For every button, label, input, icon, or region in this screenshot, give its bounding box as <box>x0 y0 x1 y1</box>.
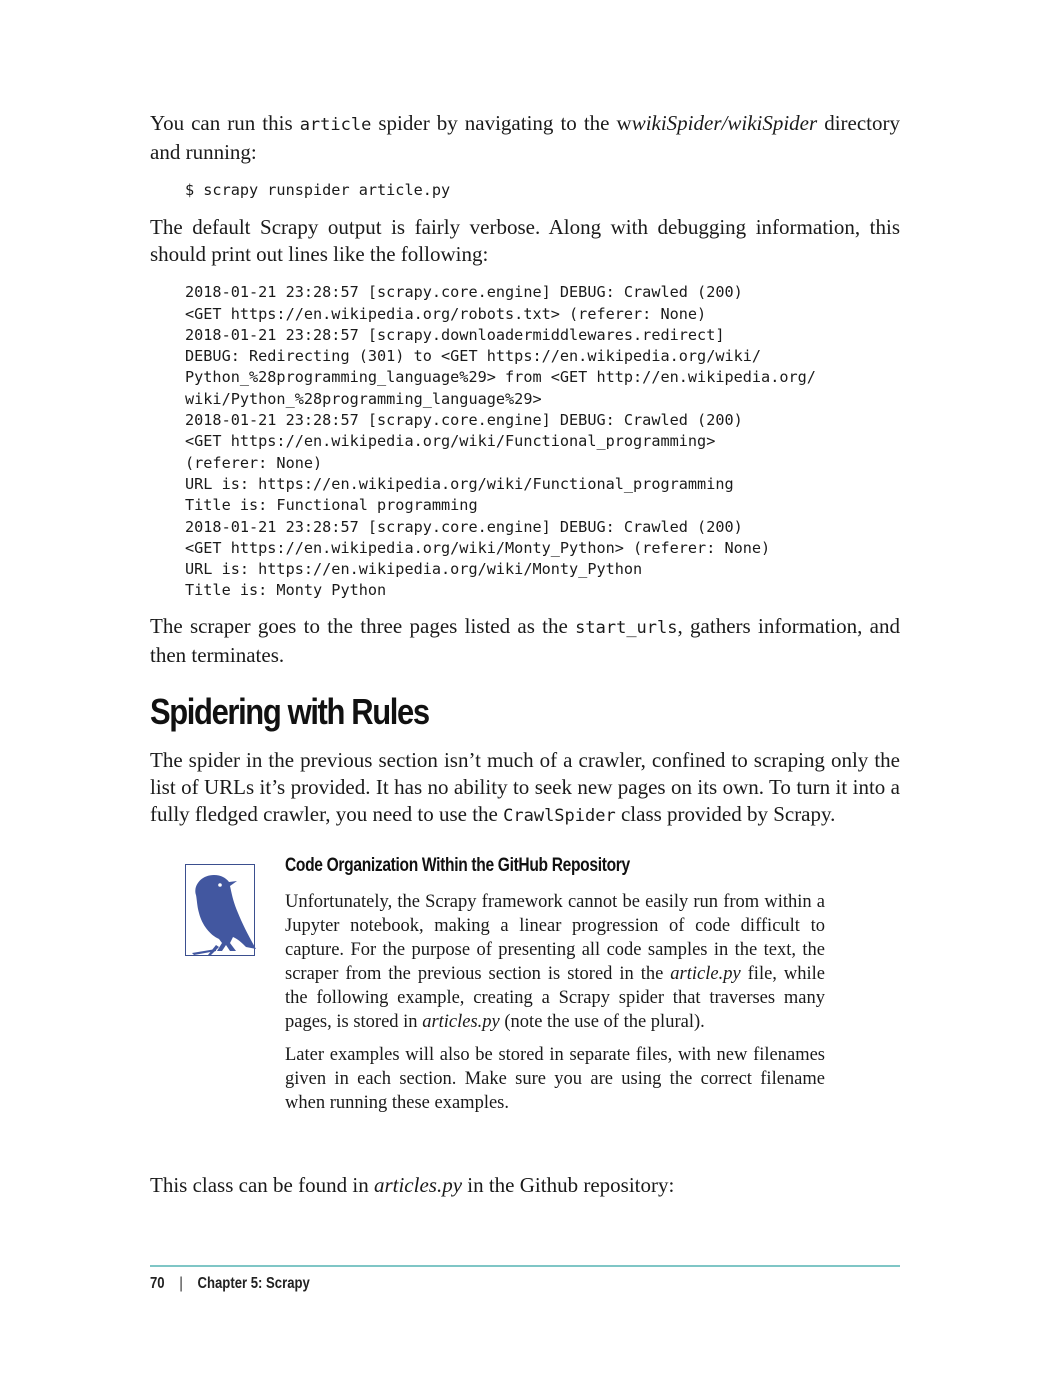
intro-text-end: directory and running: <box>150 111 901 164</box>
note-body <box>285 852 825 1124</box>
note-box <box>185 852 900 1152</box>
page-content <box>150 110 900 1199</box>
path-prefix: w <box>616 111 632 135</box>
final-text-start: This class can be found in <box>150 1172 374 1197</box>
rules-text-end: class provided by Scrapy. <box>615 801 836 826</box>
note-paragraph-1 <box>285 890 825 1034</box>
note-p1-start: Unfortunately, the Scrapy framework cannot be easily run from within a Jupyter notebook, making a linear progression of code difficult to capture. For the purpose of presenting all code samples in the text, the scraper from the previous section is stored in the <box>285 891 825 984</box>
verbose-paragraph: The default Scrapy output is fairly verbose. Along with debugging information, this should print out lines like the following: <box>150 215 900 267</box>
footer-separator: | <box>179 1275 183 1292</box>
scraper-text-start: The scraper goes to the three pages listed as the <box>150 613 576 638</box>
filename-article-py: article.py <box>670 963 741 984</box>
note-title: Code Organization Within the GitHub Repository <box>285 854 630 876</box>
footer-divider <box>150 1265 900 1267</box>
rules-paragraph <box>150 747 900 830</box>
chapter-title: Chapter 5: Scrapy <box>197 1275 310 1292</box>
filename-articles-py-final: articles.py <box>373 1172 463 1197</box>
note-p1-middle: file, while the following example, creating a Scrapy spider that traverses many pages, is stored in <box>285 963 825 1032</box>
command-block: $ scrapy runspider article.py <box>185 181 451 199</box>
page-number: 70 <box>150 1275 165 1292</box>
inline-code-start-urls: start_urls <box>575 617 678 638</box>
intro-text-start: You can run this <box>150 111 300 135</box>
inline-code-article: article <box>299 115 372 135</box>
inline-code-crawlspider: CrawlSpider <box>503 805 616 826</box>
scraper-paragraph <box>150 613 900 669</box>
bird-icon <box>185 864 255 956</box>
note-p1-end: (note the use of the plural). <box>499 1011 705 1032</box>
log-output-block: 2018-01-21 23:28:57 [scrapy.core.engine] DEBUG: Crawled (200) <GET https://en.wikipedia.org/robots.txt> (referer: None) 2018-01-21 23:28:57 [scrapy.downloadermiddlewares.redirect] DEBUG: Redirecting (301) to <GET https://en.wikipedia.org/wiki/ Python_%28programming_language%29> from <GET http://en.wikipedia.org/ wiki/Python_%28programming_language%29> 2018-01-21 23:28:57 [scrapy.core.engine] DEBUG: Crawled (200) <GET https://en.wikipedia.org/wiki/Functional_programming> (referer: None) URL is: https://en.wikipedia.org/wiki/Functional_programming Title is: Functional programming 2018-01-21 23:28:57 [scrapy.core.engine] DEBUG: Crawled (200) <GET https://en.wikipedia.org/wiki/Monty_Python> (referer: None) URL is: https://en.wikipedia.org/wiki/Monty_Python Title is: Monty Python <box>185 283 816 600</box>
filename-articles-py: articles.py <box>422 1011 500 1032</box>
final-text-end: in the Github repository: <box>462 1172 675 1197</box>
page-footer <box>150 1272 310 1296</box>
note-paragraph-2: Later examples will also be stored in separate files, with new filenames given in each section. Make sure you are using the correct filename when running these examples. <box>285 1044 825 1113</box>
final-paragraph <box>150 1172 900 1199</box>
intro-text-middle: spider by navigating to the <box>371 111 617 135</box>
scraper-text-end: , gathers information, and then terminates. <box>150 613 900 667</box>
rules-text-start: The spider in the previous section isn’t much of a crawler, confined to scraping only the list of URLs it’s provided. It has no ability to seek new pages on its own. To turn it into a fully fledged crawler, you need to use the <box>150 747 900 826</box>
section-heading: Spidering with Rules <box>150 690 429 732</box>
directory-path: wikiSpider/wikiSpider <box>631 111 818 135</box>
intro-paragraph <box>150 110 900 166</box>
